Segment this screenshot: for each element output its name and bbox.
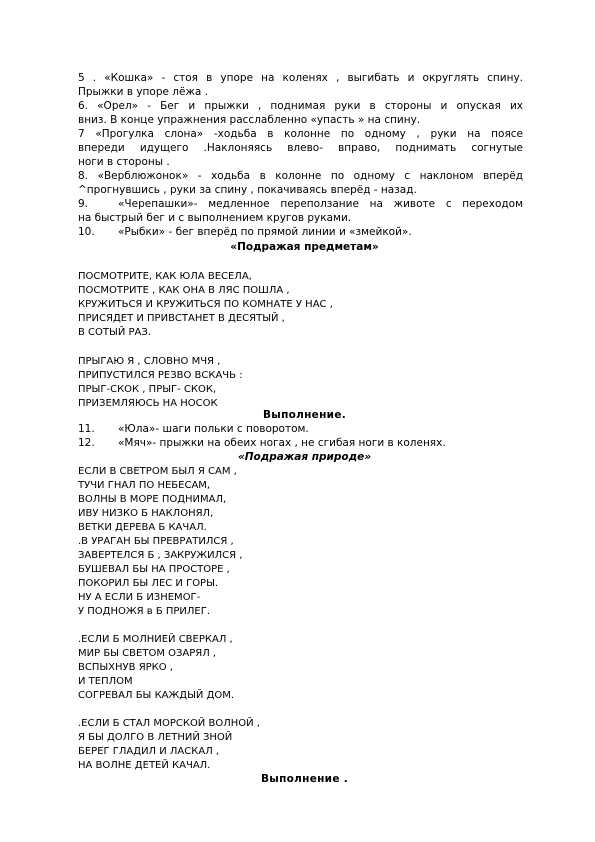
poem-line: И ТЕПЛОМ — [78, 676, 133, 687]
execution-heading: Выполнение. — [262, 409, 347, 421]
exercise-7-line-2: впереди идущего .Наклоняясь влево- вправо, поднимать согнутые — [78, 142, 523, 154]
poem-line: ПРЫГАЮ Я , СЛОВНО МЧЯ , — [78, 356, 221, 367]
poem-line: ПРИЗЕМЛЯЮСЬ НА НОСОК — [78, 398, 218, 409]
poem-line: Я БЫ ДОЛГО В ЛЕТНИЙ ЗНОЙ — [78, 732, 233, 743]
execution-item-11-text: «Юла»- шаги польки с поворотом. — [118, 423, 309, 435]
section-heading-nature: «Подражая природе» — [237, 451, 372, 463]
poem-line: СОГРЕВАЛ БЫ КАЖДЫЙ ДОМ. — [78, 690, 235, 701]
poem-line: НУ А ЕСЛИ Б ИЗНЕМОГ- — [78, 592, 201, 603]
poem-line: У ПОДНОЖЯ в Б ПРИЛЕГ. — [78, 606, 211, 617]
poem-line: ПРИПУСТИЛСЯ РЕЗВО ВСКАЧЬ : — [78, 370, 243, 381]
poem-line: БЕРЕГ ГЛАДИЛ И ЛАСКАЛ , — [78, 746, 220, 757]
poem-line: ТУЧИ ГНАЛ ПО НЕБЕСАМ, — [78, 480, 211, 491]
poem-line: МИР БЫ СВЕТОМ ОЗАРЯЛ , — [78, 648, 217, 659]
poem-line: ЗАВЕРТЕЛСЯ Б , ЗАКРУЖИЛСЯ , — [78, 550, 243, 561]
section-heading-objects: «Подражая предметам» — [230, 241, 379, 253]
poem-line: КРУЖИТЬСЯ И КРУЖИТЬСЯ ПО КОМНАТЕ У НАС , — [78, 299, 333, 310]
exercise-7-line-1: 7 «Прогулка слона» -ходьба в колонне по одному , руки на поясе — [78, 128, 523, 140]
poem-line: ВСПЫХНУВ ЯРКО , — [78, 662, 173, 673]
exercise-10-number: 10. — [78, 226, 95, 238]
exercise-7-line-3: ноги в стороны . — [78, 156, 170, 168]
exercise-9-line-2: на быстрый бег и с выполнением кругов руками. — [78, 212, 352, 224]
execution-item-12-number: 12. — [78, 437, 95, 449]
poem-line: В СОТЫЙ РАЗ. — [78, 327, 151, 338]
exercise-6-line-1: 6. «Орел» - Бег и прыжки , поднимая руки в стороны и опуская их — [78, 100, 523, 112]
exercise-5-line-1: 5 . «Кошка» - стоя в упоре на коленях , выгибать и округлять спину. — [78, 72, 523, 84]
exercise-9-line-1: «Черепашки»- медленное переползание на животе с переходом — [118, 198, 523, 210]
poem-line: ПРЫГ-СКОК , ПРЫГ- СКОК, — [78, 384, 217, 395]
poem-line: .ЕСЛИ Б МОЛНИЕЙ СВЕРКАЛ , — [78, 634, 233, 645]
exercise-8-line-1: 8. «Верблюжонок» - ходьба в колонне по одному с наклоном вперёд — [78, 170, 523, 182]
exercise-5-line-2: Прыжки в упоре лёжа . — [78, 86, 209, 98]
poem-line: НА ВОЛНЕ ДЕТЕЙ КАЧАЛ. — [78, 760, 211, 771]
exercise-8-line-2: ^прогнувшись , руки за спину , покачиваясь вперёд - назад. — [78, 184, 417, 196]
execution-item-12-text: «Мяч»- прыжки на обеих ногах , не сгибая ноги в коленях. — [118, 437, 446, 449]
poem-line: ПОСМОТРИТЕ, КАК ЮЛА ВЕСЕЛА, — [78, 271, 252, 282]
poem-line: ПОСМОТРИТЕ , КАК ОНА В ЛЯС ПОШЛА , — [78, 285, 290, 296]
poem-line: .В УРАГАН БЫ ПРЕВРАТИЛСЯ , — [78, 536, 234, 547]
poem-line: ВЕТКИ ДЕРЕВА Б КАЧАЛ. — [78, 522, 207, 533]
execution-item-11-number: 11. — [78, 423, 95, 435]
poem-line: БУШЕВАЛ БЫ НА ПРОСТОРЕ , — [78, 564, 230, 575]
poem-line: ВОЛНЫ В МОРЕ ПОДНИМАЛ, — [78, 494, 227, 505]
poem-line: .ЕСЛИ Б СТАЛ МОРСКОЙ ВОЛНОЙ , — [78, 718, 260, 729]
poem-line: ПОКОРИЛ БЫ ЛЕС И ГОРЫ. — [78, 578, 219, 589]
exercise-10-text: «Рыбки» - бег вперёд по прямой линии и «змейкой». — [118, 226, 412, 238]
poem-line: ЕСЛИ В СВЕТРОМ БЫЛ Я САМ , — [78, 466, 237, 477]
exercise-9-number: 9. — [78, 198, 89, 210]
execution-heading: Выполнение . — [260, 773, 348, 785]
poem-line: ИВУ НИЗКО Б НАКЛОНЯЛ, — [78, 508, 214, 519]
exercise-6-line-2: вниз. В конце упражнения расслабленно «упасть » на спину. — [78, 114, 421, 126]
poem-line: ПРИСЯДЕТ И ПРИВСТАНЕТ В ДЕСЯТЫЙ , — [78, 313, 285, 324]
